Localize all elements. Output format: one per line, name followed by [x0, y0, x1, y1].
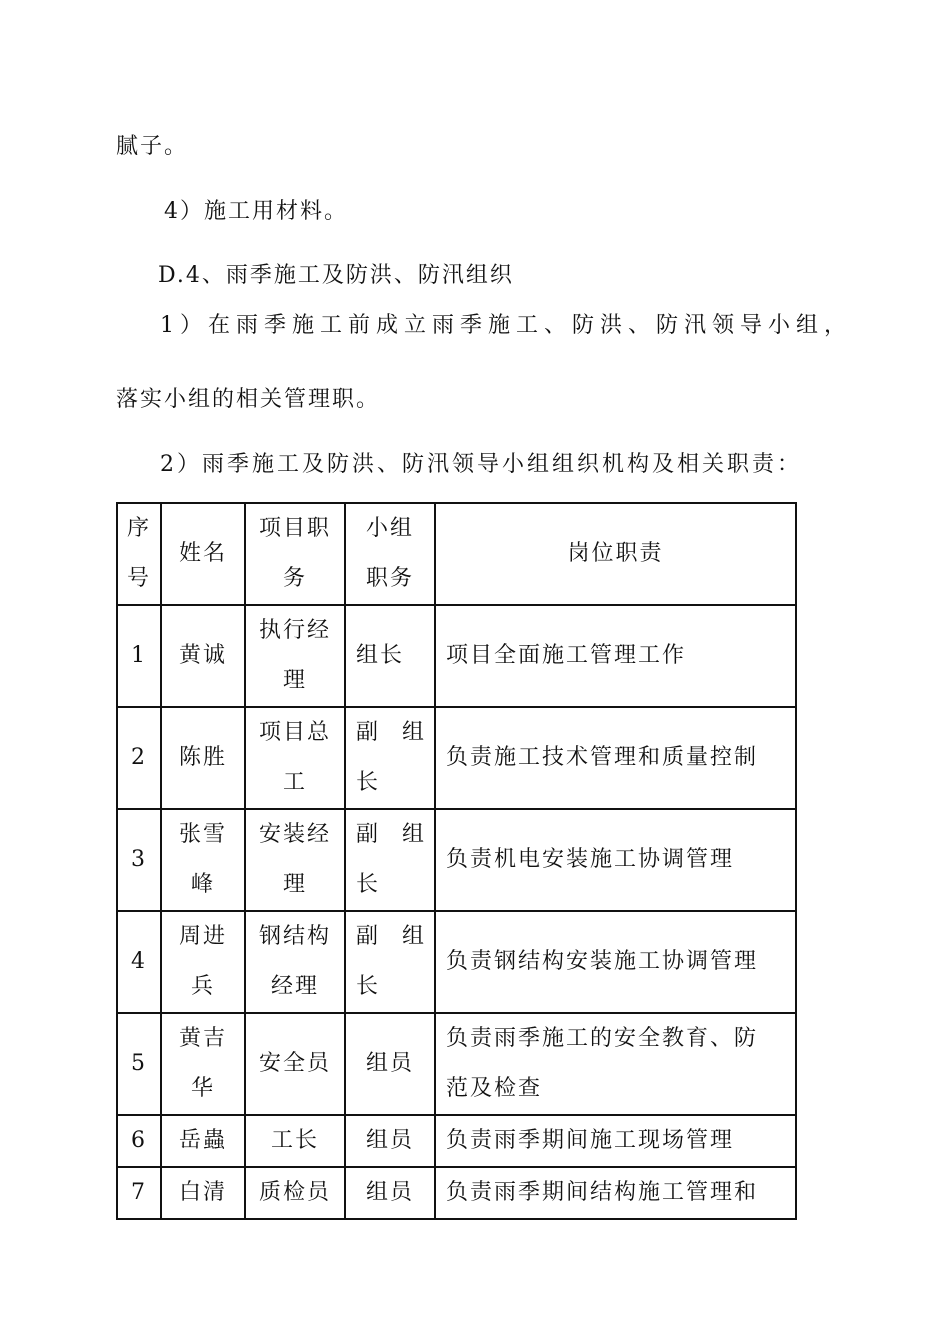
paragraph-line-2: 4）施工用材料。: [164, 199, 348, 224]
row-position: 质检员: [245, 1167, 345, 1219]
row-position: 执行经 理: [245, 605, 345, 707]
row-group-role: 副 组 长: [345, 707, 435, 809]
row-name: 岳蟲: [161, 1115, 245, 1167]
row-group-role: 组员: [345, 1167, 435, 1219]
row-index: 6: [117, 1115, 161, 1167]
header-group-role: 小组 职务: [345, 503, 435, 605]
row-group-role: 组员: [345, 1115, 435, 1167]
paragraph-line-4: 1）在雨季施工前成立雨季施工、防洪、防汛领导小组，: [160, 313, 852, 338]
paragraph-line-1: 腻子。: [116, 134, 189, 159]
row-position: 项目总 工: [245, 707, 345, 809]
row-index: 5: [117, 1013, 161, 1115]
table-row: [117, 1013, 796, 1115]
row-index: 1: [117, 605, 161, 707]
row-name: 黄诚: [161, 605, 245, 707]
table-header-row: [117, 503, 796, 605]
row-duty: 负责钢结构安装施工协调管理: [435, 911, 796, 1013]
row-position: 安装经 理: [245, 809, 345, 911]
table-row: [117, 809, 796, 911]
row-duty: 负责机电安装施工协调管理: [435, 809, 796, 911]
table-row: [117, 1115, 796, 1167]
table-row: [117, 911, 796, 1013]
row-duty: 负责施工技术管理和质量控制: [435, 707, 796, 809]
row-index: 4: [117, 911, 161, 1013]
row-duty: 负责雨季期间施工现场管理: [435, 1115, 796, 1167]
row-index: 3: [117, 809, 161, 911]
section-heading: D.4、雨季施工及防洪、防汛组织: [158, 263, 514, 288]
row-group-role: 组员: [345, 1013, 435, 1115]
header-position: 项目职 务: [245, 503, 345, 605]
table-row: [117, 707, 796, 809]
table-row: [117, 1167, 796, 1219]
row-duty: 负责雨季施工的安全教育、防 范及检查: [435, 1013, 796, 1115]
row-name: 陈胜: [161, 707, 245, 809]
organization-table: [116, 502, 797, 1220]
row-position: 钢结构 经理: [245, 911, 345, 1013]
row-name: 白清: [161, 1167, 245, 1219]
header-name: 姓名: [161, 503, 245, 605]
row-index: 7: [117, 1167, 161, 1219]
header-duty: 岗位职责: [435, 503, 796, 605]
row-index: 2: [117, 707, 161, 809]
row-group-role: 副 组 长: [345, 911, 435, 1013]
row-position: 工长: [245, 1115, 345, 1167]
table-row: [117, 605, 796, 707]
paragraph-line-6: 2）雨季施工及防洪、防汛领导小组组织机构及相关职责：: [160, 452, 802, 477]
row-name: 周进 兵: [161, 911, 245, 1013]
row-group-role: 副 组 长: [345, 809, 435, 911]
header-index: 序 号: [117, 503, 161, 605]
row-name: 黄吉 华: [161, 1013, 245, 1115]
row-group-role: 组长: [345, 605, 435, 707]
paragraph-line-5: 落实小组的相关管理职。: [116, 387, 381, 412]
row-name: 张雪 峰: [161, 809, 245, 911]
row-position: 安全员: [245, 1013, 345, 1115]
row-duty: 负责雨季期间结构施工管理和: [435, 1167, 796, 1219]
row-duty: 项目全面施工管理工作: [435, 605, 796, 707]
